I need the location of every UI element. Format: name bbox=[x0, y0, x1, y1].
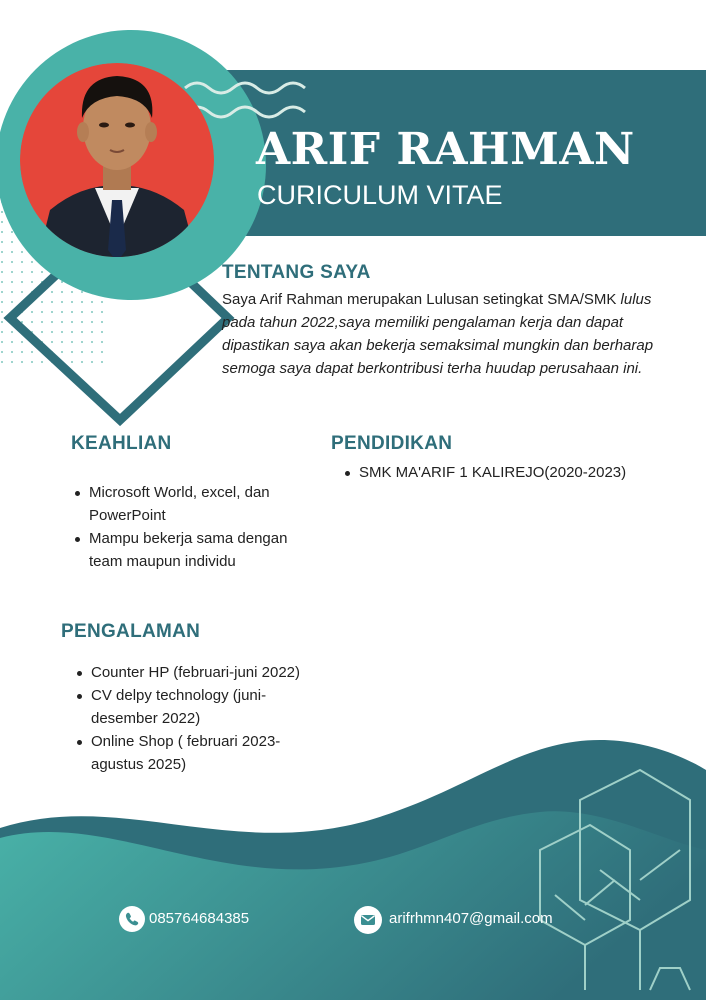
experience-heading: PENGALAMAN bbox=[61, 621, 201, 642]
list-item: Counter HP (februari-juni 2022) bbox=[75, 661, 325, 684]
candidate-name: ARIF RAHMAN bbox=[256, 124, 635, 175]
email-address: arifrhmn407@gmail.com bbox=[389, 910, 553, 927]
list-item: Microsoft World, excel, dan PowerPoint bbox=[73, 481, 313, 527]
skills-list bbox=[73, 481, 313, 573]
document-subtitle: CURICULUM VITAE bbox=[257, 180, 503, 210]
envelope-icon bbox=[354, 906, 382, 934]
education-list bbox=[343, 461, 663, 484]
list-item: Mampu bekerja sama dengan team maupun individu bbox=[73, 527, 313, 573]
phone-number: 085764684385 bbox=[149, 910, 250, 927]
about-text-plain: Saya Arif Rahman merupakan Lulusan setingkat SMA/SMK bbox=[222, 291, 621, 308]
education-heading: PENDIDIKAN bbox=[331, 433, 453, 454]
about-text bbox=[222, 288, 672, 380]
list-item: CV delpy technology (juni-desember 2022) bbox=[75, 684, 325, 730]
phone-icon bbox=[119, 906, 145, 932]
about-heading: TENTANG SAYA bbox=[222, 262, 371, 283]
experience-list bbox=[75, 661, 325, 776]
list-item: Online Shop ( februari 2023-agustus 2025) bbox=[75, 730, 325, 776]
about-text-italic: lulus pada tahun 2022,saya memiliki pengalaman kerja dan dapat dipastikan saya akan bekerja semaksimal mungkin dan berharap semoga saya dapat berkontribusi terha huudap perusahaan ini. bbox=[222, 291, 654, 377]
skills-heading: KEAHLIAN bbox=[71, 433, 172, 454]
list-item: SMK MA'ARIF 1 KALIREJO(2020-2023) bbox=[343, 461, 663, 484]
